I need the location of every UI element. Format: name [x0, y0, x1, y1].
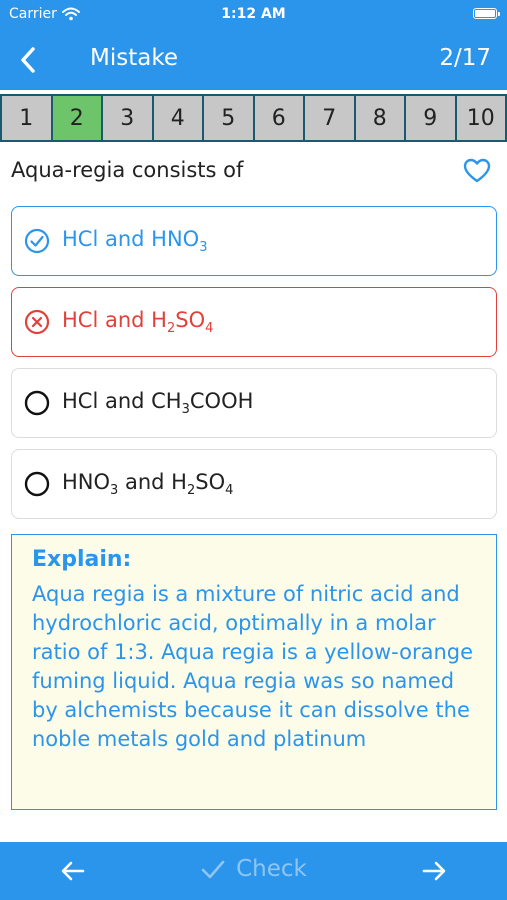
question-number-3[interactable]: 3	[101, 94, 154, 142]
subscript-text: 2	[166, 321, 176, 337]
question-number-2[interactable]: 2	[51, 94, 104, 142]
back-chevron-icon[interactable]	[14, 43, 44, 77]
question-text: Aqua-regia consists of	[11, 158, 244, 182]
navigation-bar	[0, 30, 507, 90]
option-text-part: COOH	[189, 388, 254, 413]
check-label: Check	[236, 856, 307, 882]
radio-empty-icon	[24, 471, 50, 497]
option-text-part: HCl and CH	[62, 388, 182, 413]
checkmark-icon	[200, 858, 226, 880]
status-time: 1:12 AM	[221, 6, 286, 22]
bottom-toolbar	[0, 842, 507, 900]
radio-empty-icon	[24, 390, 50, 416]
answer-option-label	[62, 389, 253, 417]
explain-title: Explain:	[32, 547, 132, 572]
subscript-text: 4	[225, 483, 234, 499]
question-number-10[interactable]: 10	[455, 94, 507, 142]
next-arrow-icon[interactable]	[419, 858, 449, 884]
subscript-text: 3	[199, 240, 208, 256]
question-counter: 2/17	[439, 45, 491, 71]
page-title: Mistake	[90, 45, 178, 71]
answer-option-2[interactable]	[11, 287, 497, 357]
subscript-text: 3	[110, 483, 119, 499]
favorite-heart-icon[interactable]	[463, 158, 491, 184]
subscript-text: 2	[186, 483, 196, 499]
battery-icon	[473, 8, 497, 19]
x-circle-icon	[24, 309, 50, 335]
option-text-part: and H	[118, 469, 187, 494]
option-text-part: HCl and HNO	[62, 226, 200, 251]
option-text-part: HCl and H	[62, 307, 167, 332]
question-number-4[interactable]: 4	[152, 94, 205, 142]
explain-text: Aqua regia is a mixture of nitric acid and hydrochloric acid, optimally in a molar ratio of 1:3. Aqua regia is a yellow-orange fuming liquid. Aqua regia was so named by alchemists because it can dissolve the noble metals gold and platinum	[32, 582, 474, 751]
answer-option-1[interactable]	[11, 206, 497, 276]
question-number-8[interactable]: 8	[354, 94, 407, 142]
question-number-6[interactable]: 6	[253, 94, 306, 142]
question-number-9[interactable]: 9	[404, 94, 457, 142]
answer-option-3[interactable]	[11, 368, 497, 438]
answer-option-label	[62, 308, 213, 336]
answer-option-label	[62, 470, 233, 498]
answer-option-label	[62, 227, 207, 255]
option-text-part: SO	[195, 469, 226, 494]
explanation-panel	[11, 534, 497, 810]
question-number-5[interactable]: 5	[202, 94, 255, 142]
check-circle-icon	[24, 228, 50, 254]
question-number-1[interactable]: 1	[0, 94, 53, 142]
answer-option-4[interactable]	[11, 449, 497, 519]
option-text-part: HNO	[62, 469, 111, 494]
subscript-text: 3	[181, 402, 190, 418]
question-number-7[interactable]: 7	[303, 94, 356, 142]
subscript-text: 4	[205, 321, 214, 337]
question-number-strip	[0, 94, 507, 142]
carrier-label: Carrier	[9, 6, 57, 22]
status-bar	[0, 0, 507, 30]
option-text-part: SO	[175, 307, 206, 332]
